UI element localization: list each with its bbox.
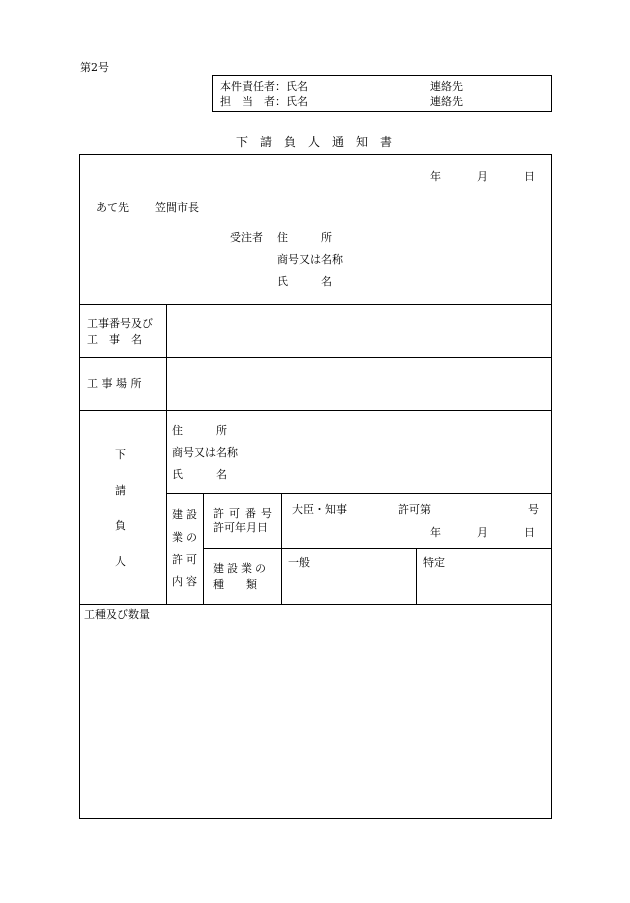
- addressee-name: 笠間市長: [155, 201, 199, 214]
- divider-header-bottom: [79, 304, 552, 305]
- work-types-label: 工種及び数量: [84, 608, 150, 621]
- subcontractor-trade-name-label: 商号又は名称: [172, 446, 238, 459]
- contractor-trade-name-label: 商号又は名称: [277, 253, 343, 266]
- staff-contact-label: 連絡先: [430, 95, 463, 108]
- subcontractor-label-char-1: 下: [115, 448, 126, 461]
- work-number-label: 工事番号及び: [87, 317, 153, 330]
- document-title: 下 請 負 人 通 知 書: [236, 135, 393, 149]
- license-date-month: 月: [477, 526, 488, 539]
- divider-license-label: [281, 493, 282, 604]
- divider-general-specific: [416, 548, 417, 604]
- business-type-label-line1: 建設業の: [213, 562, 269, 575]
- license-prefix-label: 許可第: [398, 503, 431, 516]
- divider-work-number-bottom: [79, 357, 552, 358]
- license-number-label: 許可番号: [213, 507, 277, 520]
- license-block-label-1: 建設: [172, 508, 200, 521]
- license-block-label-3: 許可: [172, 553, 200, 566]
- responsible-person-label: 本件責任者：氏名: [220, 80, 308, 93]
- divider-sub-address-bottom: [166, 493, 552, 494]
- divider-subcontractor-bottom: [79, 604, 552, 605]
- subcontractor-label-char-3: 負: [115, 519, 126, 532]
- contractor-name-label: 氏 名: [277, 275, 332, 288]
- work-location-label: 工 事 場 所: [87, 377, 142, 390]
- license-block-label-4: 内容: [172, 575, 200, 588]
- divider-license-block: [203, 493, 204, 604]
- header-date-month: 月: [477, 170, 488, 183]
- staff-person-label: 担 当 者：氏名: [220, 95, 308, 108]
- header-date-day: 日: [524, 170, 535, 183]
- business-type-label-line2: 種 類: [213, 578, 257, 591]
- responsible-contact-label: 連絡先: [430, 80, 463, 93]
- subcontractor-label-char-2: 請: [115, 484, 126, 497]
- subcontractor-label-char-4: 人: [115, 555, 126, 568]
- divider-license-row-bottom: [203, 548, 552, 549]
- license-date-label: 許可年月日: [213, 521, 268, 534]
- license-date-day: 日: [524, 526, 535, 539]
- general-construction-label: 一般: [288, 556, 310, 569]
- minister-governor-label: 大臣・知事: [292, 503, 347, 516]
- divider-location-bottom: [79, 410, 552, 411]
- contractor-label: 受注者: [230, 231, 263, 244]
- contractor-address-label: 住 所: [277, 231, 332, 244]
- divider-label-column: [166, 304, 167, 604]
- subcontractor-address-label: 住 所: [172, 424, 227, 437]
- addressee-label: あて先: [96, 201, 129, 214]
- license-suffix-label: 号: [528, 503, 539, 516]
- header-date-year: 年: [430, 170, 441, 183]
- form-number: 第2号: [80, 61, 109, 74]
- license-block-label-2: 業の: [172, 531, 200, 544]
- specific-construction-label: 特定: [423, 556, 445, 569]
- subcontractor-name-label: 氏 名: [172, 468, 227, 481]
- work-name-label: 工 事 名: [87, 333, 142, 346]
- license-date-year: 年: [430, 526, 441, 539]
